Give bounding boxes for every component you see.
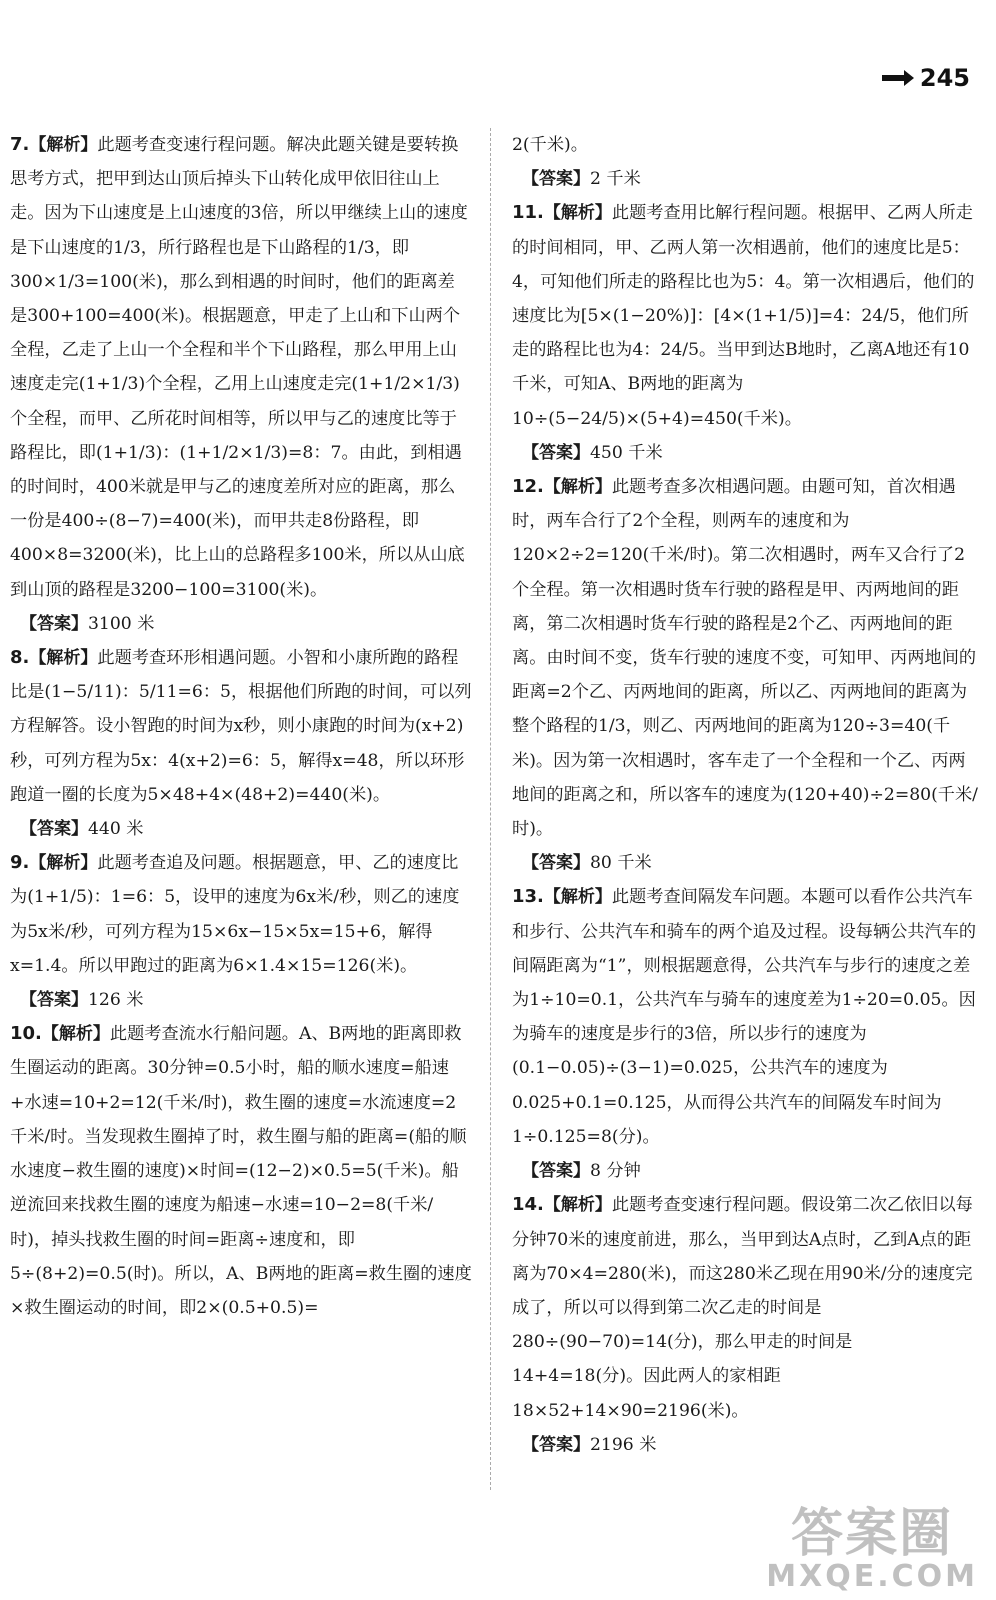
question-number: 13. bbox=[512, 886, 544, 908]
analysis-tag: 【解析】 bbox=[543, 887, 612, 908]
solution-14 bbox=[512, 1188, 982, 1427]
answer-text: 126 米 bbox=[88, 990, 144, 1011]
answer-9 bbox=[10, 983, 472, 1017]
question-number: 12. bbox=[512, 476, 544, 498]
answer-text: 2 千米 bbox=[590, 169, 641, 190]
answer-tag: 【答案】 bbox=[522, 853, 590, 874]
page-number bbox=[882, 64, 970, 92]
question-number: 9. bbox=[10, 852, 30, 874]
analysis-text: 此题考查变速行程问题。解决此题关键是要转换思考方式，把甲到达山顶后掉头下山转化成甲依旧往山上走。因为下山速度是上山速度的3倍，所以甲继续上山的速度是下山速度的1/3，所行路程也是下山路程的1/3，即300×1/3=100(米)，那么到相遇的时间时，他们的距离差是300+100=400(米)。根据题意，甲走了上山和下山两个全程，乙走了上山一个全程和半个下山路程，那么甲用上山速度走完(1+1/3)个全程，乙用上山速度走完(1+1/2×1/3)个全程，而甲、乙所花时间相等，所以甲与乙的速度比等于路程比，即(1+1/3)：(1+1/2×1/3)=8：7。由此，到相遇的时间时，400米就是甲与乙的速度差所对应的距离，那么一份是400÷(8−7)=400(米)，而甲共走8份路程，即400×8=3200(米)，比上山的总路程多100米，所以从山底到山顶的路程是3200−100=3100(米)。 bbox=[10, 135, 468, 600]
answer-tag: 【答案】 bbox=[522, 1161, 590, 1182]
answer-text: 8 分钟 bbox=[590, 1161, 641, 1182]
page-number-text: 245 bbox=[919, 64, 970, 92]
right-column bbox=[512, 128, 982, 1462]
question-number: 11. bbox=[512, 202, 544, 224]
answer-text: 440 米 bbox=[88, 819, 144, 840]
answer-10 bbox=[512, 162, 982, 196]
solution-12 bbox=[512, 470, 982, 846]
analysis-text: 此题考查间隔发车问题。本题可以看作公共汽车和步行、公共汽车和骑车的两个追及过程。设每辆公共汽车的间隔距离为“1”，则根据题意得，公共汽车与步行的速度之差为1÷10=0.1，公共汽车与骑车的速度差为1÷20=0.05。因为骑车的速度是步行的3倍，所以步行的速度为(0.1−0.05)÷(3−1)=0.025，公共汽车的速度为0.025+0.1=0.125，从而得公共汽车的间隔发车时间为1÷0.125=8(分)。 bbox=[512, 887, 977, 1147]
answer-text: 3100 米 bbox=[88, 613, 155, 634]
analysis-tag: 【解析】 bbox=[543, 203, 612, 224]
answer-tag: 【答案】 bbox=[522, 1434, 590, 1455]
left-column bbox=[10, 128, 472, 1325]
answer-13 bbox=[512, 1154, 982, 1188]
answer-text: 450 千米 bbox=[590, 442, 663, 463]
analysis-text: 此题考查环形相遇问题。小智和小康所跑的路程比是(1−5/11)：5/11=6：5，根据他们所跑的时间，可以列方程解答。设小智跑的时间为x秒，则小康跑的时间为(x+2)秒，可列方程为5x：4(x+2)=6：5，解得x=48，所以环形跑道一圈的长度为5×48+4×(48+2)=440(米)。 bbox=[10, 648, 472, 805]
answer-tag: 【答案】 bbox=[20, 990, 88, 1011]
question-number: 8. bbox=[10, 647, 30, 669]
solution-10-continued bbox=[512, 128, 982, 162]
analysis-text: 2(千米)。 bbox=[512, 135, 588, 155]
analysis-text: 此题考查多次相遇问题。由题可知，首次相遇时，两车合行了2个全程，则两车的速度和为120×2÷2=120(千米/时)。第二次相遇时，两车又合行了2个全程。第一次相遇时货车行驶的路程是甲、丙两地间的距离，第二次相遇时货车行驶的路程是2个乙、丙两地间的距离。由时间不变，货车行驶的速度不变，可知甲、丙两地间的距离=2个乙、丙两地间的距离，所以乙、丙两地间的距离为整个路程的1/3，则乙、丙两地间的距离为120÷3=40(千米)。因为第一次相遇时，客车走了一个全程和一个乙、丙两地间的距离之和，所以客车的速度为(120+40)÷2=80(千米/时)。 bbox=[512, 477, 978, 840]
answer-12 bbox=[512, 846, 982, 880]
analysis-tag: 【解析】 bbox=[543, 1195, 612, 1216]
solution-10 bbox=[10, 1017, 472, 1325]
solution-8 bbox=[10, 641, 472, 812]
answer-tag: 【答案】 bbox=[522, 442, 590, 463]
analysis-text: 此题考查用比解行程问题。根据甲、乙两人所走的时间相同，甲、乙两人第一次相遇前，他们的速度比是5：4，可知他们所走的路程比也为5：4。第一次相遇后，他们的速度比为[5×(1−20%)]：[4×(1+1/5)]=4：24/5，他们所走的路程比也为4：24/5。当甲到达B地时，乙离A地还有10千米，可知A、B两地的距离为10÷(5−24/5)×(5+4)=450(千米)。 bbox=[512, 203, 975, 429]
question-number: 14. bbox=[512, 1194, 544, 1216]
analysis-tag: 【解析】 bbox=[41, 1024, 110, 1045]
answer-tag: 【答案】 bbox=[20, 613, 88, 634]
analysis-tag: 【解析】 bbox=[29, 853, 98, 874]
question-number: 10. bbox=[10, 1023, 42, 1045]
answer-14 bbox=[512, 1428, 982, 1462]
column-divider bbox=[490, 128, 491, 1490]
answer-8 bbox=[10, 812, 472, 846]
analysis-text: 此题考查变速行程问题。假设第二次乙依旧以每分钟70米的速度前进，那么，当甲到达A点时，乙到A点的距离为70×4=280(米)，而这280米乙现在用90米/分的速度完成了，所以可以得到第二次乙走的时间是280÷(90−70)=14(分)，那么甲走的时间是14+4=18(分)。因此两人的家相距18×52+14×90=2196(米)。 bbox=[512, 1195, 973, 1421]
solution-13 bbox=[512, 880, 982, 1154]
analysis-tag: 【解析】 bbox=[543, 477, 612, 498]
arrow-right-icon bbox=[882, 70, 914, 86]
answer-text: 80 千米 bbox=[590, 853, 652, 874]
answer-text: 2196 米 bbox=[590, 1434, 657, 1455]
answer-11 bbox=[512, 436, 982, 470]
analysis-tag: 【解析】 bbox=[29, 135, 98, 155]
answer-tag: 【答案】 bbox=[522, 169, 590, 190]
analysis-text: 此题考查流水行船问题。A、B两地的距离即救生圈运动的距离。30分钟=0.5小时，船的顺水速度=船速+水速=10+2=12(千米/时)，救生圈的速度=水流速度=2千米/时。当发现救生圈掉了时，救生圈与船的距离=(船的顺水速度−救生圈的速度)×时间=(12−2)×0.5=5(千米)。船逆流回来找救生圈的速度为船速−水速=10−2=8(千米/时)，掉头找救生圈的时间=距离÷速度和，即5÷(8+2)=0.5(时)。所以，A、B两地的距离=救生圈的速度×救生圈运动的时间，即2×(0.5+0.5)= bbox=[10, 1024, 472, 1318]
answer-7 bbox=[10, 607, 472, 641]
watermark-logo-bottom: MXQE.COM bbox=[766, 1559, 978, 1594]
solution-11 bbox=[512, 196, 982, 435]
watermark-logo-top: 答案圈 bbox=[791, 1504, 954, 1564]
solution-9 bbox=[10, 846, 472, 983]
site-watermark-logo bbox=[766, 1506, 978, 1592]
solution-7 bbox=[10, 128, 472, 607]
analysis-text: 此题考查追及问题。根据题意，甲、乙的速度比为(1+1/5)：1=6：5，设甲的速度为6x米/秒，则乙的速度为5x米/秒，可列方程为15×6x−15×5x=15+6，解得x=1.4。所以甲跑过的距离为6×1.4×15=126(米)。 bbox=[10, 853, 460, 976]
question-number: 7. bbox=[10, 134, 30, 155]
answer-tag: 【答案】 bbox=[20, 819, 88, 840]
analysis-tag: 【解析】 bbox=[29, 648, 98, 669]
